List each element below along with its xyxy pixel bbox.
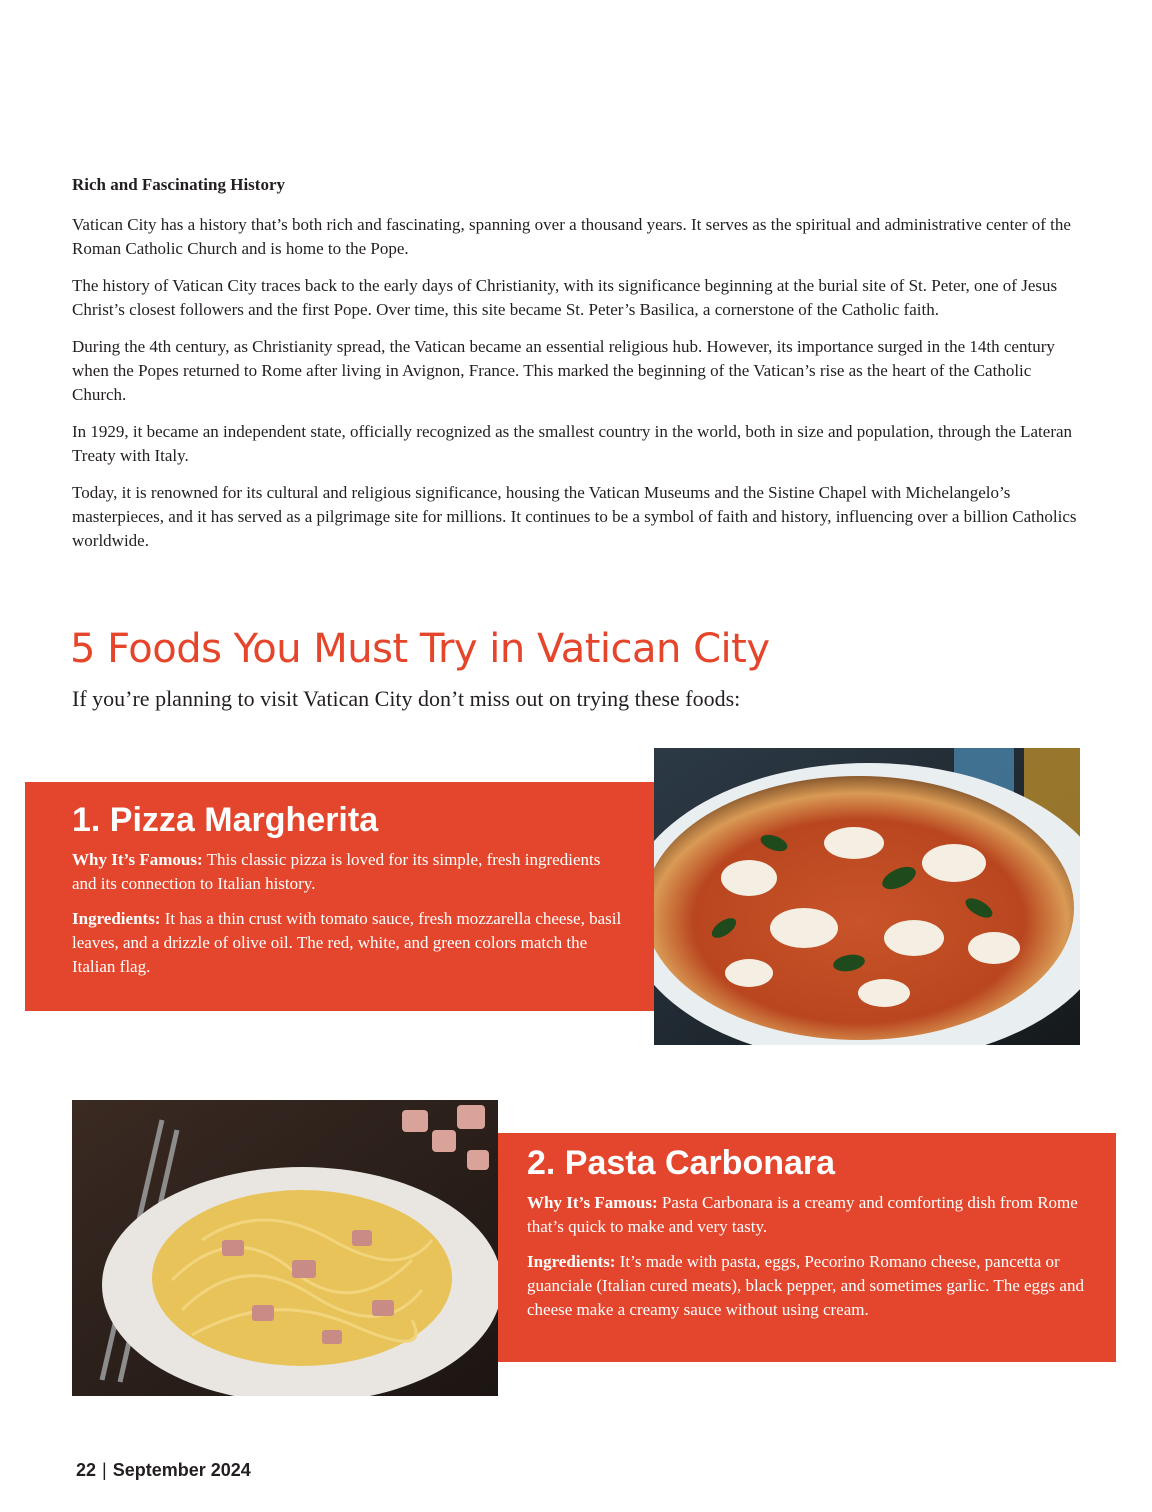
food-ingredients-carbonara [527, 1250, 1086, 1322]
history-paragraph: In 1929, it became an independent state, officially recognized as the smallest country in the world, both in size and population, through the Lateran Treaty with Italy. [72, 422, 1073, 465]
famous-label: Why It’s Famous: [527, 1193, 658, 1212]
pasta-photo [72, 1100, 498, 1396]
food-title-carbonara: 2. Pasta Carbonara [527, 1144, 836, 1182]
foods-intro: If you’re planning to visit Vatican City don’t miss out on trying these foods: [72, 686, 741, 711]
pizza-photo [654, 748, 1080, 1045]
food-title-pizza: 1. Pizza Margherita [72, 801, 379, 839]
issue-date: September 2024 [112, 1460, 251, 1480]
food-card-pizza [25, 782, 655, 1011]
page-footer [76, 1460, 251, 1481]
food-famous-carbonara [527, 1191, 1086, 1239]
ingredients-label: Ingredients: [527, 1252, 616, 1271]
history-paragraph: The history of Vatican City traces back to the early days of Christianity, with its significance beginning at the burial site of St. Peter, one of Jesus Christ’s closest followers and the first Pope. Over time, this site became St. Peter’s Basilica, a cornerstone of the Catholic faith. [72, 276, 1058, 319]
famous-label: Why It’s Famous: [72, 850, 203, 869]
history-body [72, 213, 1082, 566]
history-paragraph: Vatican City has a history that’s both rich and fascinating, spanning over a thousand years. It serves as the spiritual and administrative center of the Roman Catholic Church and is home to the Pope. [72, 215, 1071, 258]
page-number: 22 [76, 1460, 97, 1480]
famous-text: Pasta Carbonara is a creamy and comforting dish from Rome that’s quick to make and very tasty. [527, 1193, 1078, 1236]
food-ingredients-pizza [72, 907, 625, 979]
ingredients-text: It has a thin crust with tomato sauce, fresh mozzarella cheese, basil leaves, and a drizzle of olive oil. The red, white, and green colors match the Italian flag. [72, 909, 622, 976]
history-heading: Rich and Fascinating History [72, 175, 285, 194]
foods-section-title: 5 Foods You Must Try in Vatican City [70, 626, 770, 672]
famous-text: This classic pizza is loved for its simple, fresh ingredients and its connection to Italian history. [72, 850, 601, 893]
history-paragraph: Today, it is renowned for its cultural and religious significance, housing the Vatican Museums and the Sistine Chapel with Michelangelo’s masterpieces, and it has served as a pilgrimage site for millions. It continues to be a symbol of faith and history, influencing over a billion Catholics worldwide. [72, 483, 1077, 550]
ingredients-text: It’s made with pasta, eggs, Pecorino Romano cheese, pancetta or guanciale (Italian cured meats), black pepper, and sometimes garlic. The eggs and cheese make a creamy sauce without using cream. [527, 1252, 1084, 1319]
ingredients-label: Ingredients: [72, 909, 161, 928]
food-card-carbonara [498, 1133, 1116, 1362]
footer-separator: | [102, 1460, 107, 1480]
food-famous-pizza [72, 848, 625, 896]
history-paragraph: During the 4th century, as Christianity spread, the Vatican became an essential religious hub. However, its importance surged in the 14th century when the Popes returned to Rome after living in Avignon, France. This marked the beginning of the Vatican’s rise as the heart of the Catholic Church. [72, 337, 1055, 404]
